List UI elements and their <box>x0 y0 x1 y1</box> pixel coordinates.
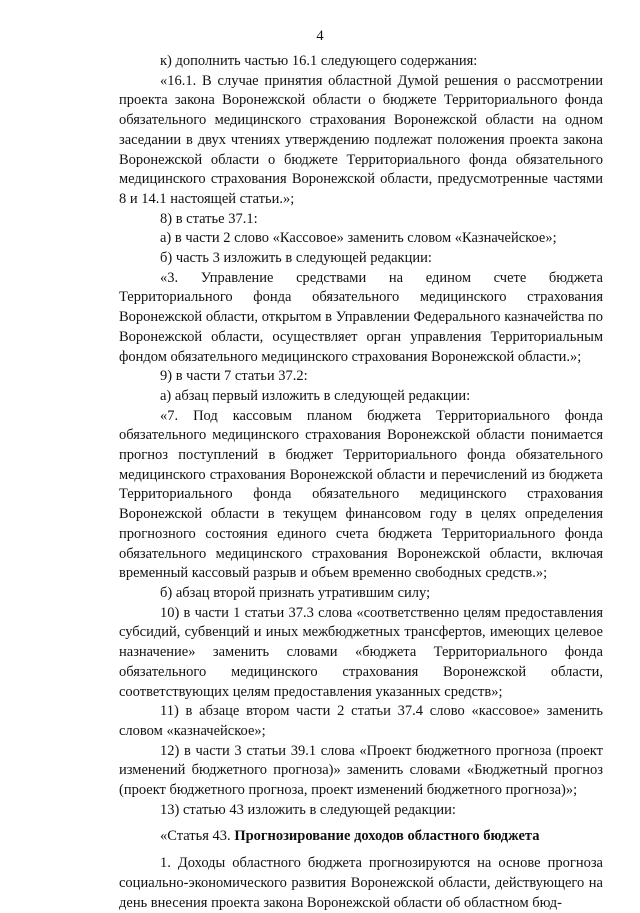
paragraph-item-10: 10) в части 1 статьи 37.3 слова «соответственно целям предоставления субсидий, субвенций и иных межбюджетных трансфертов, имеющих целевое назначение» заменить словами «бюджета Территориального фонда обязательного медицинского страхования Воронежской области, соответствующих целям предоставления указанных средств»; <box>119 604 603 700</box>
paragraph-16-1: «16.1. В случае принятия областной Думой решения о рассмотрении проекта закона Воронежской области о бюджете Территориального фонда обязательного медицинского страхования Воронежской области на одном заседании в двух чтениях утверждению подлежат положения проекта закона Воронежской области о бюджете Территориального фонда обязательного медицинского страхования Воронежской области, предусмотренные частями 8 и 14.1 настоящей статьи.»; <box>119 72 603 207</box>
paragraph-item-11: 11) в абзаце втором части 2 статьи 37.4 слово «кассовое» заменить словом «казначейское»; <box>119 703 603 739</box>
paragraph-item-9b: б) абзац второй признать утратившим силу; <box>160 584 431 601</box>
paragraph-part-3: «3. Управление средствами на едином счете бюджета Территориального фонда обязательного медицинского страхования Воронежской области, открытом в Управлении Федерального казначейства по Воронежской области, осуществляет орган управления Территориальным фондом обязательного медицинского страхования Воронежской области.»; <box>119 269 603 365</box>
paragraph-item-13: 13) статью 43 изложить в следующей редакции: <box>160 801 456 818</box>
page-number: 4 <box>316 28 324 44</box>
paragraph-item-8b: б) часть 3 изложить в следующей редакции: <box>160 250 432 267</box>
article-title: Прогнозирование доходов областного бюджета <box>234 828 540 845</box>
paragraph-item-9: 9) в части 7 статьи 37.2: <box>160 368 308 385</box>
article-heading <box>119 827 603 847</box>
document-body <box>119 52 603 913</box>
paragraph-k: к) дополнить частью 16.1 следующего содержания: <box>160 53 478 69</box>
paragraph-item-8: 8) в статье 37.1: <box>160 210 258 227</box>
paragraph-article-43-1: 1. Доходы областного бюджета прогнозируются на основе прогноза социально-экономического развития Воронежской области, действующего на день внесения проекта закона Воронежской области об областном бюд- <box>119 855 603 911</box>
article-prefix: «Статья 43. <box>160 828 235 845</box>
paragraph-item-9a: а) абзац первый изложить в следующей редакции: <box>160 387 471 404</box>
paragraph-item-12: 12) в части 3 статьи 39.1 слова «Проект бюджетного прогноза (проект изменений бюджетного прогноза)» заменить словами «Бюджетный прогноз (проект бюджетного прогноза, проект изменений бюджетного прогноза)»; <box>119 742 603 799</box>
paragraph-part-7: «7. Под кассовым планом бюджета Территориального фонда обязательного медицинского страхования Воронежской области понимается прогноз поступлений в бюджет Территориального фонда обязательного медицинского страхования Воронежской области и перечислений из бюджета Территориального фонда обязательного медицинского страхования Воронежской области в текущем финансовом году в целях определения прогнозного состояния единого счета бюджета Территориального фонда обязательного медицинского страхования Воронежской области, включая временный кассовый разрыв и объем временно свободных средств.»; <box>119 407 603 582</box>
paragraph-item-8a: а) в части 2 слово «Кассовое» заменить словом «Казначейское»; <box>160 230 557 247</box>
